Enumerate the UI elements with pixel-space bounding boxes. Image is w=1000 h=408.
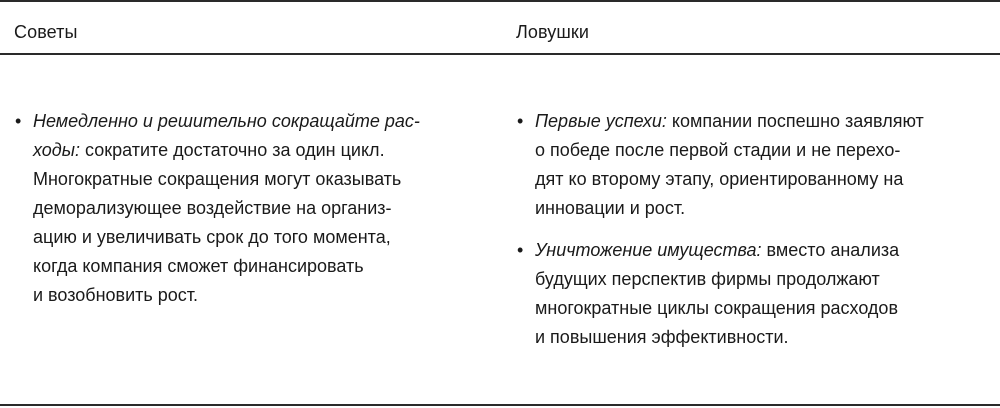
bottom-rule [0, 404, 1000, 406]
bullet-icon: • [15, 111, 22, 131]
bullet-icon: • [517, 111, 524, 131]
tip-1-line-5: ацию и увеличивать срок до того момента, [33, 227, 391, 247]
pitfall-2-line-2: будущих перспектив фирмы продолжают [535, 269, 880, 289]
header-tips: Советы [14, 22, 78, 42]
pitfall-1-line-1: Первые успехи: компании поспешно заявляют [535, 111, 924, 131]
pitfalls-column [516, 107, 986, 352]
header-rule [0, 53, 1000, 55]
pitfall-2-line-1: Уничтожение имущества: вместо анализа [535, 240, 900, 260]
tip-1-line-6: когда компания сможет финансировать [33, 256, 364, 276]
header-pitfalls: Ловушки [516, 22, 590, 42]
tip-1-line-2: ходы: сократите достаточно за один цикл. [33, 140, 385, 160]
pitfall-item-1 [516, 107, 986, 223]
tip-1-line-3: Многократные сокращения могут оказывать [33, 169, 402, 189]
pitfall-1-line-4: инновации и рост. [535, 198, 686, 218]
tips-column [14, 107, 484, 310]
pitfall-1-line-2: о победе после первой стадии и не перехо- [535, 140, 901, 160]
tip-1-line-1: Немедленно и решительно сокращайте рас- [33, 111, 420, 131]
pitfall-1-line-3: дят ко второму этапу, ориентированному на [535, 169, 904, 189]
pitfall-2-line-4: и повышения эффективности. [535, 327, 789, 347]
pitfall-item-2 [516, 236, 986, 352]
tip-1-line-7: и возобновить рост. [33, 285, 199, 305]
bullet-icon: • [517, 240, 524, 260]
top-rule [0, 0, 1000, 2]
tip-1-line-4: деморализующее воздействие на организ- [33, 198, 392, 218]
tip-item-1 [14, 107, 484, 310]
pitfall-2-line-3: многократные циклы сокращения расходов [535, 298, 899, 318]
